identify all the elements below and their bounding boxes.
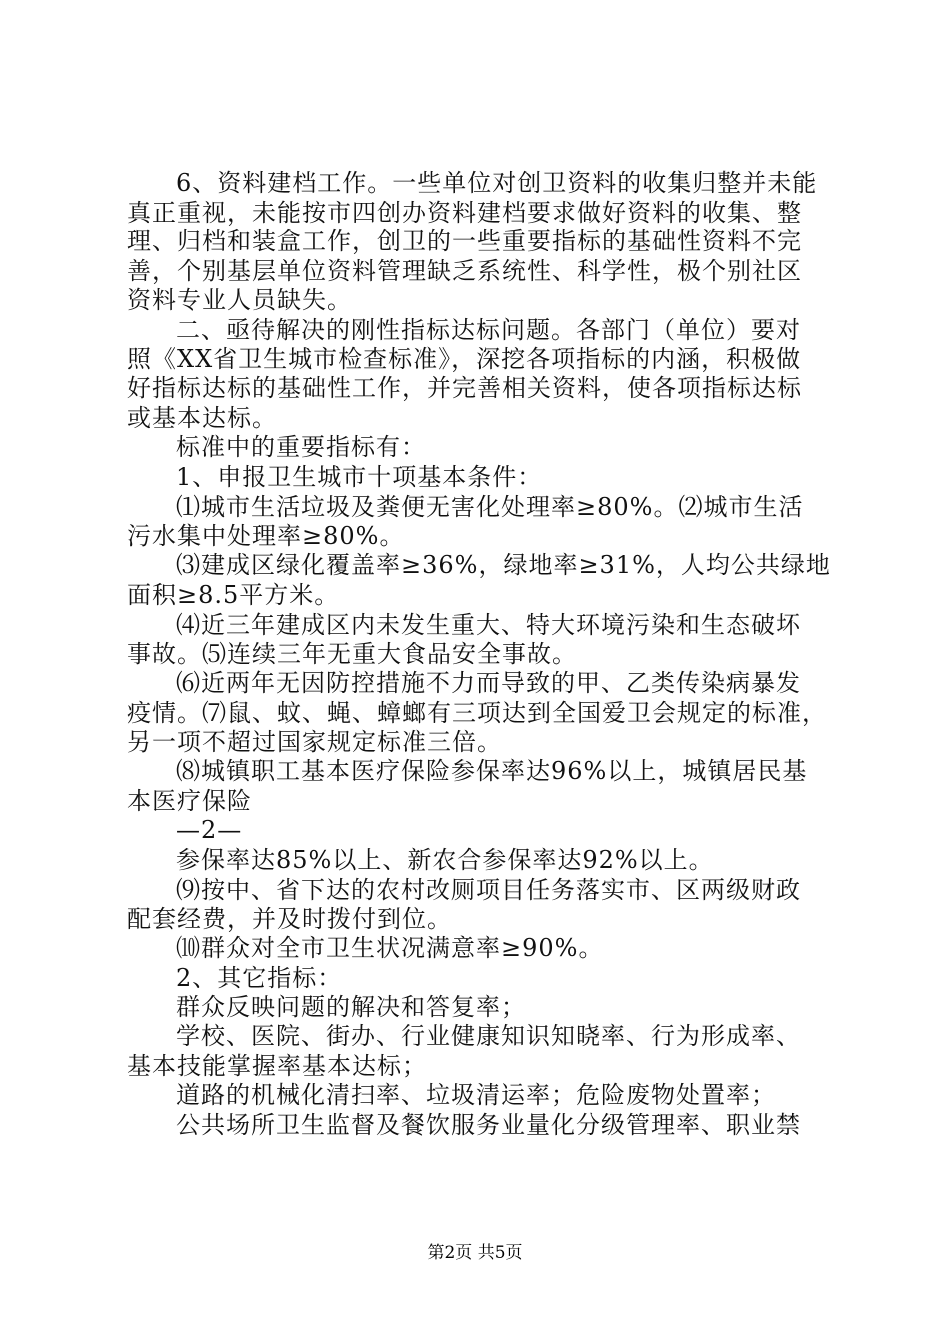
list-item-line: 配套经费，并及时拨付到位。 — [127, 905, 452, 933]
body-text-line: 真正重视，未能按市四创办资料建档要求做好资料的收集、整 — [127, 199, 802, 227]
list-item-line: 另一项不超过国家规定标准三倍。 — [127, 728, 502, 756]
list-item-line: ⑼按中、省下达的农村改厕项目任务落实市、区两级财政 — [176, 876, 801, 904]
list-item-line: 基本技能掌握率基本达标； — [127, 1052, 427, 1080]
list-item-line: 本医疗保险 — [127, 787, 252, 815]
body-text-line: 理、归档和装盒工作，创卫的一些重要指标的基础性资料不完 — [127, 227, 802, 255]
list-item-line: ⑴城市生活垃圾及粪便无害化处理率≥80%。⑵城市生活 — [176, 493, 804, 521]
body-text-line: 好指标达标的基础性工作，并完善相关资料，使各项指标达标 — [127, 374, 802, 402]
body-text-line: 善，个别基层单位资料管理缺乏系统性、科学性，极个别社区 — [127, 257, 802, 285]
body-text-line: 标准中的重要指标有： — [176, 433, 426, 461]
list-item-line: ⑶建成区绿化覆盖率≥36%，绿地率≥31%，人均公共绿地 — [176, 551, 831, 579]
list-item-line: ⑷近三年建成区内未发生重大、特大环境污染和生态破坏 — [176, 611, 801, 639]
list-heading-line: 2、其它指标： — [176, 964, 343, 992]
list-item-line: 疫情。⑺鼠、蚊、蝇、蟑螂有三项达到全国爱卫会规定的标准， — [127, 699, 827, 727]
body-text-line: 或基本达标。 — [127, 404, 277, 432]
list-item-line: 面积≥8.5平方米。 — [127, 581, 340, 609]
page-footer: 第2页 共5页 — [427, 1243, 523, 1263]
list-item-line: 道路的机械化清扫率、垃圾清运率；危险废物处置率； — [176, 1081, 776, 1109]
list-item-line: ⑹近两年无因防控措施不力而导致的甲、乙类传染病暴发 — [176, 669, 801, 697]
list-item-line: 公共场所卫生监督及餐饮服务业量化分级管理率、职业禁 — [176, 1111, 801, 1139]
body-text-line: 资料专业人员缺失。 — [127, 286, 352, 314]
list-item-line: ⑻城镇职工基本医疗保险参保率达96%以上，城镇居民基 — [176, 757, 808, 785]
list-item-line: ⑽群众对全市卫生状况满意率≥90%。 — [176, 934, 604, 962]
list-item-line: 污水集中处理率≥80%。 — [127, 522, 405, 550]
list-item-line: 参保率达85%以上、新农合参保率达92%以上。 — [176, 846, 714, 874]
list-item-line: 群众反映问题的解决和答复率； — [176, 993, 526, 1021]
list-heading-line: 1、申报卫生城市十项基本条件： — [176, 463, 543, 491]
section-heading-line: 二、亟待解决的刚性指标达标问题。各部门（单位）要对 — [176, 316, 801, 344]
inline-page-number: —2— — [176, 816, 243, 844]
list-item-line: 事故。⑸连续三年无重大食品安全事故。 — [127, 640, 577, 668]
body-text-line: 6、资料建档工作。一些单位对创卫资料的收集归整并未能 — [176, 169, 818, 197]
body-text-line: 照《XX省卫生城市检查标准》，深挖各项指标的内涵，积极做 — [127, 345, 802, 373]
list-item-line: 学校、医院、街办、行业健康知识知晓率、行为形成率、 — [176, 1022, 801, 1050]
